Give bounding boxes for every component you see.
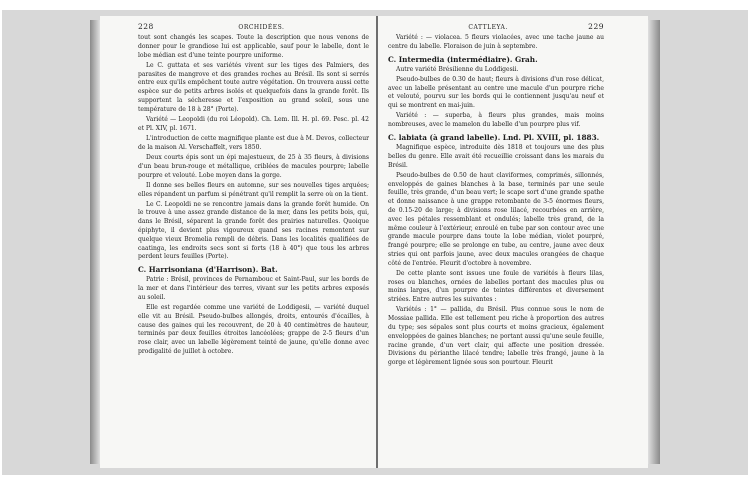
- left-page-number: 228: [138, 22, 154, 31]
- right-running-head: [388, 22, 604, 31]
- right-running-title: CATTLEYA.: [468, 24, 508, 31]
- body-paragraph: Pseudo-bulbes de 0.50 de haut claviformes, comprimés, sillonnés, enveloppés de gaines blanches à la base, terminés par une seule feuille, très grande, d'un beau vert; le scape sort d'une grande spathe et donne naissance à une grappe retombante de 3-5 énormes fleurs, de 0.15-20 de large; à divisions rose lilacé, recourbées en arrière, avec les pétales ressemblant et ondulés; labelle très grand, de la même couleur à l'extérieur, enroulé en tube par son contour avec une grande macule pourpre dans toute la lobe médian, violet pourpré, frangé pourpre; elle se prolonge en tube, au centre, jaune avec deux stries qui ont parfois jaune, avec deux macules orangées de chaque côté de l'entrée. Fleurit d'octobre à novembre.: [388, 171, 604, 267]
- body-paragraph: Magnifique espèce, introduite dès 1818 et toujours une des plus belles du genre. Elle avait été recueillie croissant dans les marais du Brésil.: [388, 143, 604, 169]
- left-page-edge: [90, 20, 100, 464]
- body-paragraph: L'introduction de cette magnifique plante est due à M. Devos, collecteur de la maison Al. Verschaffelt, vers 1850.: [138, 134, 369, 151]
- species-heading: C. Harrisoniana (d'Harrison). Bat.: [138, 265, 278, 275]
- variety-paragraph: Variétés : 1° — pallida, du Brésil. Plus connue sous le nom de Mossiae pallida. Elle est tellement peu riche à proportion des autres du type; ses sépales sont plus courts et moins gracieux, également enveloppées de gaines blanches; ne portant aussi qu'une seule feuille, racine grande, d'un vert clair, qui affecte une position dressée. Divisions du périanthe lilacé tendre; labelle très frangé, jaune à la gorge et légèrement lignée sous son pourtour. Fleurit: [388, 306, 604, 367]
- left-running-title: ORCHIDÉES.: [238, 24, 285, 31]
- body-paragraph: Deux courts épis sont un épi majestueux, de 25 à 35 fleurs, à divisions d'un beau brun-rouge et métallique, criblées de macules pourpre; labelle pourpre et velouté. Lobe moyen dans la gorge.: [138, 153, 369, 179]
- right-page-number: 229: [588, 22, 604, 31]
- body-paragraph: De cette plante sont issues une foule de variétés à fleurs lilas, roses ou blanches, ornées de labelles portant des macules plus ou moins larges, d'un pourpre de teintes différentes et diversement striées. Entre autres les suivantes :: [388, 269, 604, 304]
- species-heading: C. Intermedia (intermédiaire). Grah.: [388, 54, 538, 64]
- variety-paragraph: Variété : — superba, à fleurs plus grandes, mais moins nombreuses, avec le mamelon du labelle d'un pourpre plus vif.: [388, 112, 604, 129]
- body-paragraph: Il donne ses belles fleurs en automne, sur ses nouvelles tiges arquées; elles répandent un parfum si pénétrant qu'il remplit la serre où on la tient.: [138, 181, 369, 198]
- variety-paragraph: Variété — Leopoldi (du roi Léopold). Ch. Lem. Ill. H. pl. 69. Pesc. pl. 42 et Pl. XIV, pl. 1671.: [138, 115, 369, 132]
- variety-paragraph: Variété : — violacea. 5 fleurs violacées, avec une tache jaune au centre du labelle. Floraison de juin à septembre.: [388, 34, 604, 50]
- left-page: [100, 16, 377, 468]
- body-paragraph: Le C. guttata et ses variétés vivent sur les tiges des Palmiers, des parasites de mangrove et des grandes roches au Brésil. Ils sont si serrés entre eux qu'ils empêchent toute autre végétation. On trouvera aussi cette espèce sur de petits arbres isolés et quelquefois dans la grande forêt. Ils supportent la sécheresse et l'exposition au grand soleil, sous une température de 18 à 28° (Porte).: [138, 61, 369, 113]
- body-paragraph: Autre variété Brésilienne du Loddigesii.: [396, 65, 519, 73]
- body-paragraph: tout sont changés les scapes. Toute la description que nous venons de donner pour le grandiose lui est applicable, sauf pour le labelle, dont le lobe médian est d'une teinte pourpre uniforme.: [138, 34, 369, 59]
- species-heading: C. labiata (à grand labelle). Lnd. Pl. XVIII, pl. 1883.: [388, 132, 600, 142]
- body-paragraph: Elle est regardée comme une variété de Loddigesii, — variété duquel elle vit au Brésil. Pseudo-bulbes allongés, droits, entourés d'écailles, à cause des gaines qui les recouvrent, de 20 à 40 centimètres de hauteur, terminés par deux feuilles étroites lancéolées; grappe de 2-5 fleurs d'un rose clair, avec un labelle légèrement teinté de jaune, qu'elle donne avec prodigalité de juillet à octobre.: [138, 304, 369, 356]
- body-paragraph: Le C. Leopoldi ne se rencontre jamais dans la grande forêt humide. On le trouve à une assez grande distance de la mer, dans les petits bois, qui, dans le Brésil, séparent la grande forêt des prairies naturelles. Quoique épiphyte, il devient plus vigoureux quand ses racines remontent sur quelque vieux Bromelia rempli de débris. Dans les localités qualifiées de caatinga, les endroits secs sont si forts (18 à 40°) que tous les arbres perdent leurs feuilles (Porte).: [138, 200, 369, 261]
- right-page-edge: [648, 20, 660, 464]
- body-paragraph: Pseudo-bulbes de 0.30 de haut; fleurs à divisions d'un rose délicat, avec un labelle présentant au centre une macule d'un pourpre riche et velouté, pourvu sur les bords qui le contiennent jusqu'au neuf et qui se montrent en mai-juin.: [388, 75, 604, 110]
- left-running-head: [138, 22, 369, 31]
- body-paragraph: Patrie : Brésil, provinces de Pernambouc et Saint-Paul, sur les bords de la mer et dans l'intérieur des terres, vivant sur les petits arbres exposés au soleil.: [138, 276, 369, 301]
- right-page: [378, 16, 648, 468]
